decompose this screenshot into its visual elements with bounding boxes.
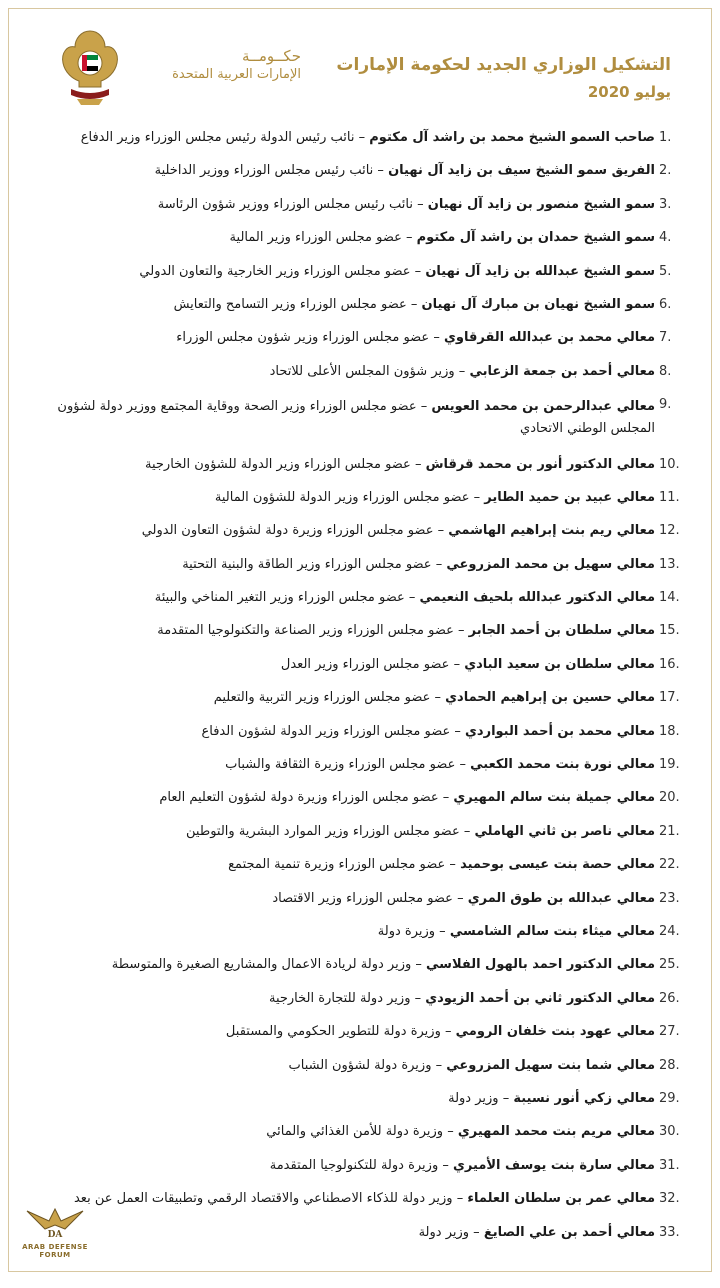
list-item: [43, 723, 680, 741]
minister-name: معالي ميثاء بنت سالم الشامسي: [449, 923, 655, 939]
minister-role: – عضو مجلس الوزراء وزير شؤون مجلس الوزراء: [176, 330, 440, 346]
minister-name: معالي محمد بن عبدالله القرقاوي: [443, 330, 655, 346]
minister-name: معالي عبيد بن حميد الطاير: [484, 489, 655, 505]
list-item: [43, 1023, 680, 1041]
list-item: [43, 556, 680, 574]
list-item: [43, 263, 672, 281]
item-text: [43, 263, 655, 281]
list-item: [43, 162, 672, 180]
item-number: 30.: [659, 1124, 680, 1140]
item-text: [43, 456, 655, 474]
government-name: [141, 47, 301, 82]
forum-logo-icon: [25, 1205, 85, 1239]
minister-name: الفريق سمو الشيخ سيف بن زايد آل نهيان: [388, 163, 655, 179]
minister-role: – عضو مجلس الوزراء وزير الصحة ووقاية المجتمع ووزير دولة لشؤون المجلس الوطني الاتحادي: [57, 399, 655, 437]
minister-role: – عضو مجلس الوزراء وزيرة دولة لشؤون التعليم العام: [159, 790, 450, 806]
minister-role: – وزيرة دولة: [377, 923, 446, 939]
minister-name: معالي عبدالرحمن بن محمد العويس: [431, 399, 655, 415]
minister-name: معالي أحمد بن جمعة الزعابي: [469, 363, 655, 379]
minister-role: – عضو مجلس الوزراء وزير الدولة لشؤون الدفاع: [201, 723, 461, 739]
minister-name: سمو الشيخ منصور بن زايد آل نهيان: [427, 196, 655, 212]
list-item: [43, 823, 680, 841]
item-number: 8.: [659, 363, 672, 379]
minister-role: – عضو مجلس الوزراء وزير الاقتصاد: [272, 890, 464, 906]
item-text: [43, 1090, 655, 1108]
list-item: [43, 296, 672, 314]
item-number: 24.: [659, 923, 680, 939]
minister-role: – عضو مجلس الوزراء وزير الموارد البشرية والتوطين: [186, 823, 471, 839]
item-text: [43, 489, 655, 507]
item-text: [43, 396, 655, 440]
document-page: [8, 8, 712, 1272]
list-item: [43, 196, 672, 214]
minister-role: – نائب رئيس مجلس الوزراء ووزير الداخلية: [154, 163, 384, 179]
minister-role: – وزير دولة: [448, 1090, 510, 1106]
minister-role: – عضو مجلس الوزراء وزير التغير المناخي والبيئة: [154, 590, 416, 606]
title-block: [336, 55, 671, 101]
list-item: [43, 923, 680, 941]
minister-role: – عضو مجلس الوزراء وزير الدولة للشؤون الخارجية: [144, 456, 422, 472]
minister-role: – نائب رئيس الدولة رئيس مجلس الوزراء وزير الدفاع: [80, 130, 366, 145]
item-text: [43, 1190, 655, 1208]
list-item: [43, 622, 680, 640]
item-text: [43, 656, 655, 674]
item-text: [43, 789, 655, 807]
minister-role: – عضو مجلس الوزراء وزير الصناعة والتكنولوجيا المتقدمة: [157, 623, 465, 639]
document-date: يوليو 2020: [587, 83, 671, 101]
minister-role: – وزيرة دولة للتطوير الحكومي والمستقبل: [225, 1024, 452, 1040]
item-text: [43, 363, 655, 381]
list-item: [43, 129, 672, 147]
list-item: [43, 789, 680, 807]
list-item: [43, 363, 672, 381]
item-number: 7.: [659, 330, 672, 346]
minister-role: – وزيرة دولة للأمن الغذائي والمائي: [266, 1124, 454, 1140]
minister-name: معالي حسين بن إبراهيم الحمادي: [445, 690, 655, 706]
minister-name: معالي نورة بنت محمد الكعبي: [470, 757, 655, 773]
minister-name: صاحب السمو الشيخ محمد بن راشد آل مكتوم: [369, 130, 655, 145]
list-item: [43, 1190, 680, 1208]
minister-role: – عضو مجلس الوزراء وزير المالية: [229, 230, 413, 246]
minister-role: – وزير شؤون المجلس الأعلى للاتحاد: [269, 363, 466, 379]
item-number: 20.: [659, 790, 680, 806]
list-item: [43, 656, 680, 674]
minister-role: – وزيرة دولة للتكنولوجيا المتقدمة: [269, 1157, 449, 1173]
item-number: 16.: [659, 656, 680, 672]
item-number: 27.: [659, 1024, 680, 1040]
item-text: [43, 756, 655, 774]
list-item: [43, 956, 680, 974]
item-text: [43, 296, 655, 314]
item-number: 11.: [659, 489, 680, 505]
minister-role: – عضو مجلس الوزراء وزير التربية والتعليم: [213, 690, 441, 706]
minister-name: معالي زكي أنور نسيبة: [513, 1090, 655, 1106]
item-number: 28.: [659, 1057, 680, 1073]
list-item: [43, 456, 680, 474]
list-item: [43, 689, 680, 707]
list-item: [43, 1123, 680, 1141]
item-number: 14.: [659, 590, 680, 606]
item-text: [43, 556, 655, 574]
list-item: [43, 229, 672, 247]
minister-role: – وزير دولة لريادة الاعمال والمشاريع الصغيرة والمتوسطة: [111, 957, 422, 973]
minister-list: [43, 129, 680, 1257]
item-text: [43, 689, 655, 707]
list-item: [43, 522, 680, 540]
item-text: [43, 923, 655, 941]
item-text: [43, 890, 655, 908]
item-number: 3.: [659, 196, 672, 212]
item-text: [43, 229, 655, 247]
list-item: [43, 756, 680, 774]
list-item: [43, 1224, 680, 1242]
document-title: التشكيل الوزاري الجديد لحكومة الإمارات: [336, 55, 671, 75]
minister-role: – وزير دولة للتجارة الخارجية: [268, 990, 422, 1006]
forum-name: ARAB DEFENSE FORUM: [22, 1243, 88, 1259]
minister-name: معالي ناصر بن ثاني الهاملي: [474, 823, 655, 839]
list-item: [43, 856, 680, 874]
list-item: [43, 1090, 680, 1108]
minister-name: معالي الدكتور عبدالله بلحيف النعيمي: [419, 590, 655, 606]
item-number: 29.: [659, 1090, 680, 1106]
item-number: 4.: [659, 230, 672, 246]
item-text: [43, 823, 655, 841]
item-text: [43, 990, 655, 1008]
item-text: [43, 162, 655, 180]
minister-name: معالي سلطان بن سعيد البادي: [464, 656, 655, 672]
minister-name: سمو الشيخ حمدان بن راشد آل مكتوم: [416, 230, 655, 246]
minister-name: سمو الشيخ عبدالله بن زايد آل نهيان: [425, 263, 655, 279]
minister-name: معالي الدكتور ثاني بن أحمد الزيودي: [425, 990, 655, 1006]
item-number: 12.: [659, 523, 680, 539]
minister-role: – عضو مجلس الوزراء وزير التسامح والتعايش: [173, 296, 418, 312]
minister-name: معالي جميلة بنت سالم المهيري: [453, 790, 655, 806]
minister-name: معالي أحمد بن علي الصايغ: [483, 1224, 655, 1240]
minister-name: معالي سلطان بن أحمد الجابر: [468, 623, 655, 639]
item-number: 21.: [659, 823, 680, 839]
minister-name: معالي حصة بنت عيسى بوحميد: [460, 857, 655, 873]
item-text: [43, 956, 655, 974]
minister-name: معالي سهيل بن محمد المزروعي: [446, 556, 655, 572]
list-item: [43, 396, 672, 440]
item-number: 22.: [659, 857, 680, 873]
item-number: 23.: [659, 890, 680, 906]
item-number: 13.: [659, 556, 680, 572]
item-text: [43, 856, 655, 874]
item-number: 9.: [659, 397, 672, 413]
minister-role: – وزير دولة: [418, 1224, 480, 1240]
forum-abbr: DA: [47, 1230, 63, 1239]
item-number: 6.: [659, 296, 672, 312]
list-item: [43, 990, 680, 1008]
item-number: 31.: [659, 1157, 680, 1173]
minister-name: معالي عهود بنت خلفان الرومي: [455, 1024, 655, 1040]
list-item: [43, 489, 680, 507]
item-text: [43, 1224, 655, 1242]
minister-role: – عضو مجلس الوزراء وزير الطاقة والبنية التحتية: [182, 556, 443, 572]
minister-name: معالي ريم بنت إبراهيم الهاشمي: [448, 523, 655, 539]
minister-role: – عضو مجلس الوزراء وزيرة الثقافة والشباب: [225, 757, 466, 773]
minister-role: – عضو مجلس الوزراء وزيرة دولة لشؤون التعاون الدولي: [141, 523, 445, 539]
item-text: [43, 589, 655, 607]
item-text: [43, 622, 655, 640]
minister-name: معالي مريم بنت محمد المهيري: [457, 1124, 655, 1140]
minister-role: – عضو مجلس الوزراء وزير العدل: [280, 656, 461, 672]
item-number: 25.: [659, 957, 680, 973]
minister-role: – عضو مجلس الوزراء وزير الدولة للشؤون المالية: [214, 489, 481, 505]
item-text: [43, 1157, 655, 1175]
minister-name: معالي عبدالله بن طوق المري: [467, 890, 655, 906]
item-text: [43, 329, 655, 347]
list-item: [43, 1157, 680, 1175]
item-text: [43, 1023, 655, 1041]
item-text: [43, 196, 655, 214]
document-header: [9, 9, 711, 124]
country-label: الإمارات العربية المتحدة: [172, 67, 301, 82]
item-number: 17.: [659, 690, 680, 706]
list-item: [43, 890, 680, 908]
item-number: 15.: [659, 623, 680, 639]
minister-name: سمو الشيخ نهيان بن مبارك آل نهيان: [421, 296, 655, 312]
item-number: 10.: [659, 456, 680, 472]
minister-role: – عضو مجلس الوزراء وزير الخارجية والتعاون الدولي: [139, 263, 422, 279]
item-number: 18.: [659, 723, 680, 739]
government-label: حكــومــة: [242, 47, 301, 65]
item-number: 33.: [659, 1224, 680, 1240]
minister-role: – نائب رئيس مجلس الوزراء ووزير شؤون الرئاسة: [157, 196, 424, 212]
uae-emblem-icon: [57, 27, 123, 107]
item-text: [43, 723, 655, 741]
item-text: [43, 1057, 655, 1075]
minister-name: معالي محمد بن أحمد البواردي: [465, 723, 655, 739]
minister-role: – عضو مجلس الوزراء وزيرة تنمية المجتمع: [228, 857, 456, 873]
list-item: [43, 1057, 680, 1075]
list-item: [43, 329, 672, 347]
item-number: 2.: [659, 163, 672, 179]
item-number: 26.: [659, 990, 680, 1006]
item-text: [43, 129, 655, 147]
minister-role: – وزيرة دولة لشؤون الشباب: [288, 1057, 443, 1073]
forum-watermark: [15, 1205, 95, 1259]
minister-name: معالي الدكتور احمد بالهول الفلاسي: [426, 957, 655, 973]
list-item: [43, 589, 680, 607]
minister-role: – وزير دولة للذكاء الاصطناعي والاقتصاد الرقمي وتطبيقات العمل عن بعد: [73, 1191, 464, 1207]
item-number: 19.: [659, 757, 680, 773]
minister-name: معالي شما بنت سهيل المزروعي: [446, 1057, 655, 1073]
minister-name: معالي سارة بنت يوسف الأميري: [453, 1157, 655, 1173]
minister-name: معالي عمر بن سلطان العلماء: [467, 1191, 655, 1207]
item-number: 5.: [659, 263, 672, 279]
item-number: 32.: [659, 1191, 680, 1207]
minister-name: معالي الدكتور أنور بن محمد قرقاش: [425, 456, 655, 472]
item-text: [43, 1123, 655, 1141]
item-text: [43, 522, 655, 540]
item-number: 1.: [659, 130, 672, 145]
